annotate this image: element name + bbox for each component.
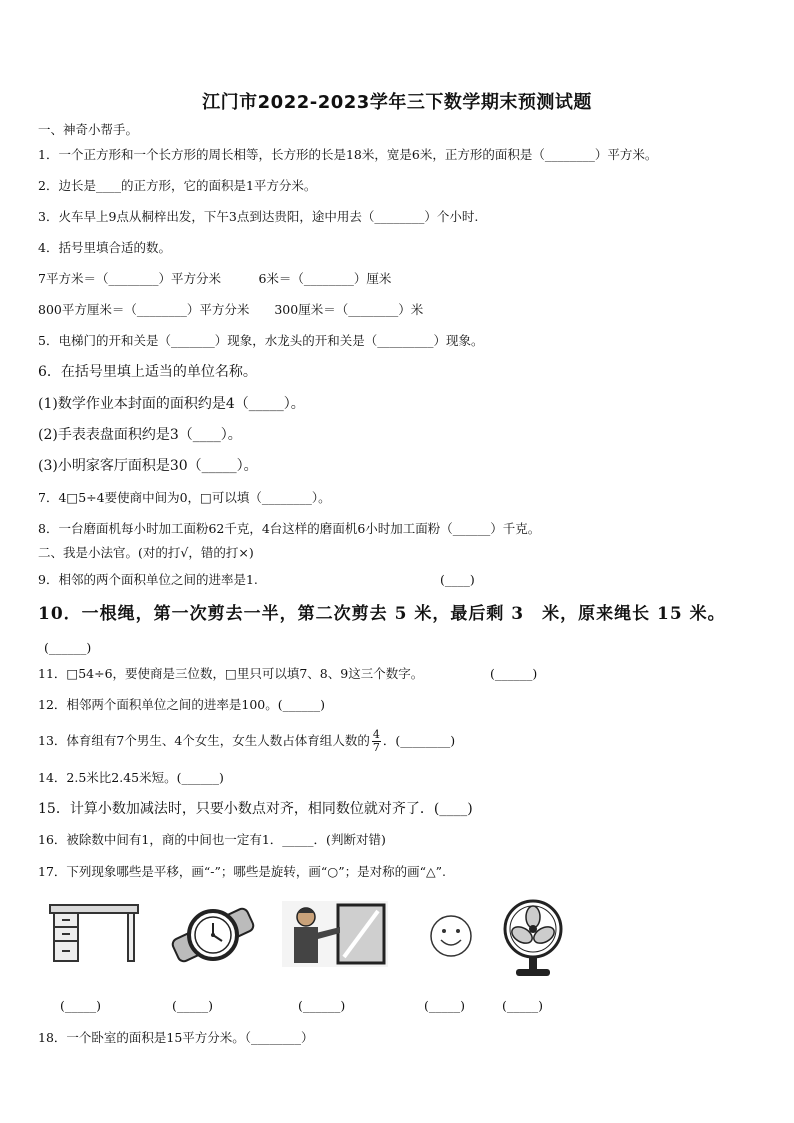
question-4: 4．括号里填合适的数。 xyxy=(38,240,171,255)
question-11-blank: (______) xyxy=(490,666,538,681)
question-1: 1．一个正方形和一个长方形的周长相等，长方形的长是18米，宽是6米，正方形的面积是（________）平方米。 xyxy=(38,147,658,162)
question-17: 17．下列现象哪些是平移，画“-”；哪些是旋转，画“○”；是对称的画“△”. xyxy=(38,864,446,879)
page-title: 江门市2022-2023学年三下数学期末预测试题 xyxy=(202,92,592,113)
question-9-text: 9．相邻的两个面积单位之间的进率是1. xyxy=(38,572,258,587)
picture-answer-blank: (_____) xyxy=(172,998,214,1013)
fraction-four-sevenths xyxy=(372,729,381,754)
question-16: 16．被除数中间有1，商的中间也一定有1．_____．(判断对错) xyxy=(38,832,386,847)
picture-answer-blank: (_____) xyxy=(424,998,466,1013)
picture-answer-blank: (_____) xyxy=(502,998,544,1013)
question-18: 18．一个卧室的面积是15平方分米。（________） xyxy=(38,1030,314,1045)
question-9-blank: (____) xyxy=(440,572,475,587)
question-4b: 800平方厘米＝（________）平方分米 300厘米＝（________）米 xyxy=(38,302,424,317)
question-6a: (1)数学作业本封面的面积约是4（_____）。 xyxy=(38,396,305,412)
question-13-blank: ．(________) xyxy=(382,733,456,748)
question-9 xyxy=(38,572,768,588)
desk-icon xyxy=(48,901,140,965)
question-10-blank: (______) xyxy=(44,640,92,655)
picture-answer-blank: (______) xyxy=(298,998,346,1013)
smiley-face-icon xyxy=(428,913,474,959)
question-14: 14．2.5米比2.45米短。(______) xyxy=(38,770,224,785)
question-10: 10．一根绳，第一次剪去一半，第二次剪去 5 米，最后剩 3 米，原来绳长 15 米。 xyxy=(38,604,726,624)
question-6b: (2)手表表盘面积约是3（____）。 xyxy=(38,427,242,443)
question-8: 8．一台磨面机每小时加工面粉62千克，4台这样的磨面机6小时加工面粉（______）千克。 xyxy=(38,521,541,536)
question-7: 7．4□5÷4要使商中间为0，□可以填（________）。 xyxy=(38,490,331,505)
question-5: 5．电梯门的开和关是（_______）现象，水龙头的开和关是（_________）现象。 xyxy=(38,333,484,348)
question-13 xyxy=(38,728,768,754)
question-17-pictures xyxy=(38,895,598,980)
fraction-denominator: 7 xyxy=(372,741,380,754)
section-1-heading: 一、神奇小帮手。 xyxy=(38,122,139,137)
picture-answer-blank: (_____) xyxy=(60,998,102,1013)
question-11 xyxy=(38,666,768,682)
question-4a: 7平方米＝（________）平方分米 6米＝（________）厘米 xyxy=(38,271,392,286)
question-12: 12．相邻两个面积单位之间的进率是100。(______) xyxy=(38,697,326,712)
window-pushing-icon xyxy=(282,901,388,967)
question-15: 15．计算小数加减法时，只要小数点对齐，相同数位就对齐了．(____) xyxy=(38,801,473,817)
question-6c: (3)小明家客厅面积是30（_____）。 xyxy=(38,458,258,474)
question-13-text: 13．体育组有7个男生、4个女生，女生人数占体育组人数的 xyxy=(38,733,370,748)
question-2: 2．边长是____的正方形，它的面积是1平方分米。 xyxy=(38,178,317,193)
question-3: 3．火车早上9点从桐梓出发，下午3点到达贵阳，途中用去（________）个小时. xyxy=(38,209,479,224)
section-2-heading: 二、我是小法官。(对的打√，错的打×) xyxy=(38,545,254,560)
question-6: 6．在括号里填上适当的单位名称。 xyxy=(38,364,257,380)
watch-icon xyxy=(168,895,258,975)
fraction-numerator: 4 xyxy=(372,728,380,741)
electric-fan-icon xyxy=(500,897,566,979)
question-11-text: 11．□54÷6，要使商是三位数，□里只可以填7、8、9这三个数字。 xyxy=(38,666,424,681)
